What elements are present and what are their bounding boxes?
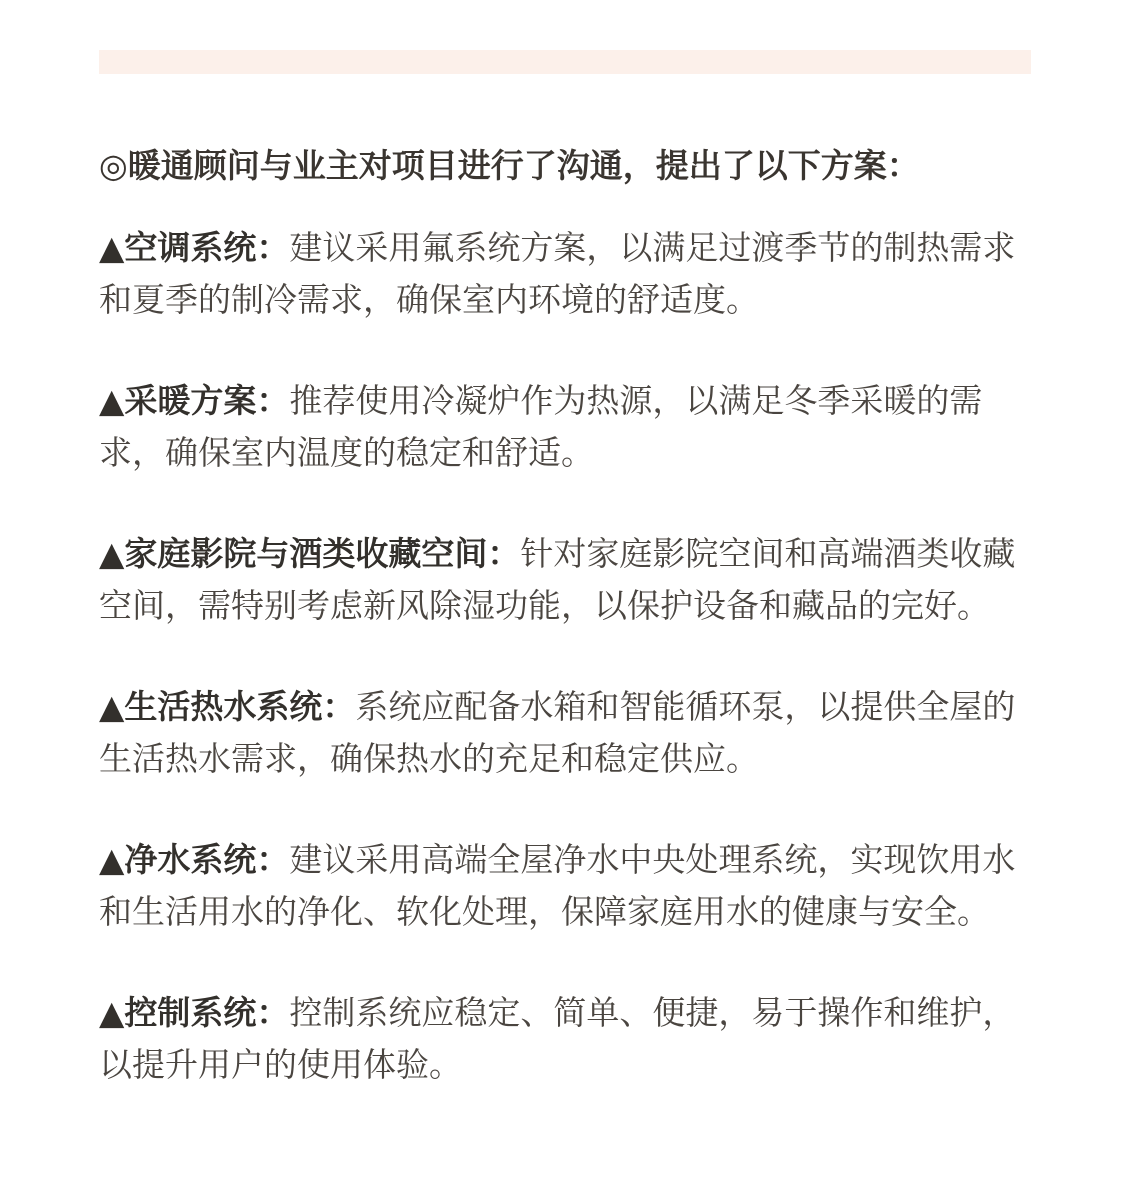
section-text: 推荐使用冷凝炉作为热源，以满足冬季采暖的需求，确保室内温度的稳定和舒适。 (99, 381, 983, 472)
section-heading: ▲控制系统： (99, 993, 290, 1032)
intro-text: ◎暖通顾问与业主对项目进行了沟通，提出了以下方案： (99, 146, 920, 185)
section-text: 建议采用氟系统方案，以满足过渡季节的制热需求和夏季的制冷需求，确保室内环境的舒适度。 (99, 228, 1016, 319)
section-heading: ▲空调系统： (99, 228, 290, 267)
section-heading: ▲净水系统： (99, 840, 290, 879)
section-text: 控制系统应稳定、简单、便捷，易于操作和维护，以提升用户的使用体验。 (99, 993, 1016, 1084)
top-decorative-band (99, 50, 1031, 74)
section-heating (99, 375, 1039, 479)
section-heading: ▲家庭影院与酒类收藏空间： (99, 534, 521, 573)
article-body (99, 140, 1039, 1140)
section-air-conditioning (99, 222, 1039, 326)
section-heading: ▲生活热水系统： (99, 687, 356, 726)
section-control-system (99, 987, 1039, 1091)
section-home-theater-wine (99, 528, 1039, 632)
section-text: 针对家庭影院空间和高端酒类收藏空间，需特别考虑新风除湿功能，以保护设备和藏品的完好。 (99, 534, 1016, 625)
section-text: 建议采用高端全屋净水中央处理系统，实现饮用水和生活用水的净化、软化处理，保障家庭用水的健康与安全。 (99, 840, 1016, 931)
section-text: 系统应配备水箱和智能循环泵，以提供全屋的生活热水需求，确保热水的充足和稳定供应。 (99, 687, 1016, 778)
section-water-purification (99, 834, 1039, 938)
section-heading: ▲采暖方案： (99, 381, 290, 420)
section-hot-water (99, 681, 1039, 785)
